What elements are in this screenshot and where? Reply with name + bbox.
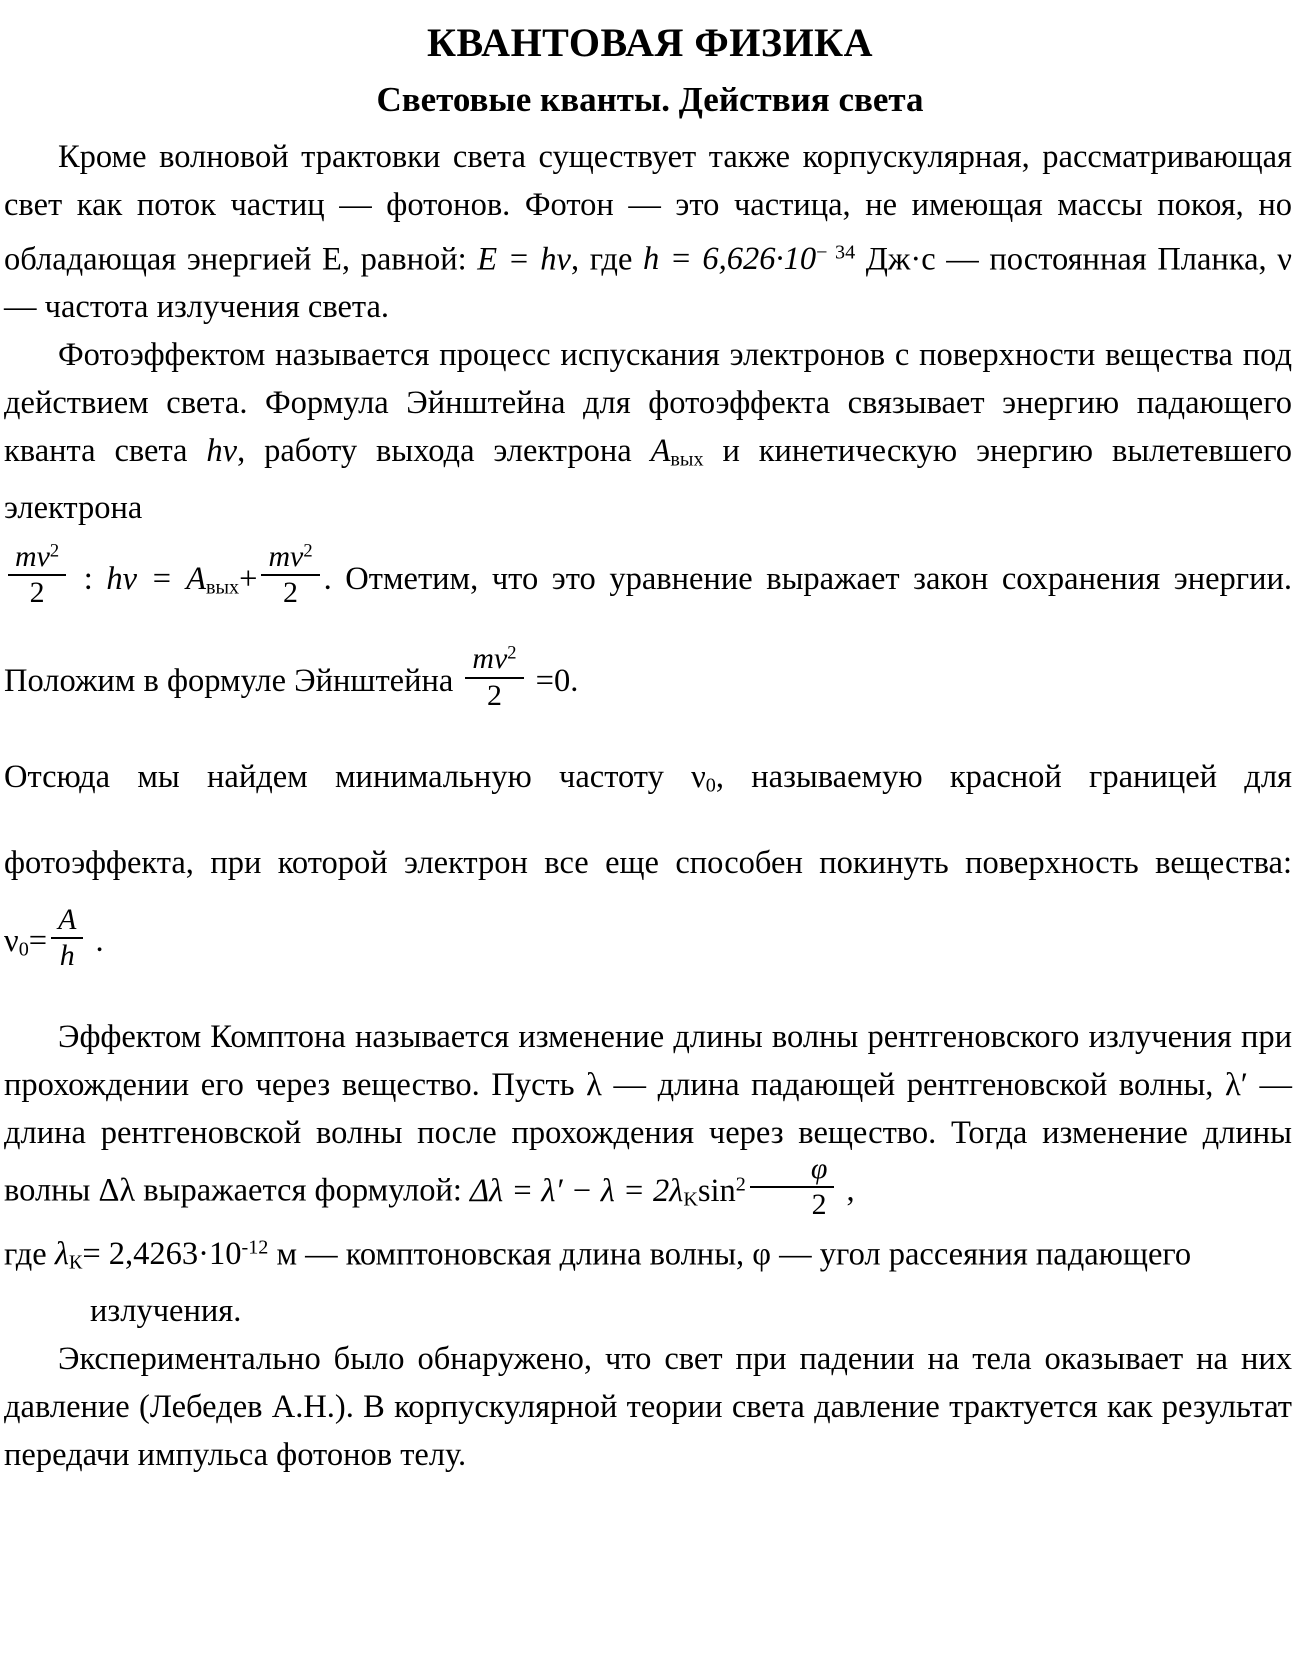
paragraph-photon-text-a: Кроме волновой трактовки света существует также корпускулярная, рассматривающая свет как поток частиц — фотонов. Фотон — это частица, не имеющая массы покоя, но обладающая энергией E, равной: xyxy=(4,138,1292,278)
paragraph-compton xyxy=(4,1013,1292,1224)
fraction-kinetic-energy-2 xyxy=(261,539,319,610)
paragraph-einstein-text-f: =0. xyxy=(527,663,579,700)
formula-planck-constant: $h = 6,626\cdot 10^{- 34}$ xyxy=(642,241,856,278)
fraction-a-over-h xyxy=(51,902,83,973)
spacer xyxy=(4,989,1292,1013)
paragraph-photoeffect xyxy=(4,331,1292,531)
fraction-numerator: $mv^2$ xyxy=(15,539,60,573)
formula-red-border: $\nu_0=$ $\frac{A}{h}$ xyxy=(4,923,87,959)
paragraph-photon-text-b: , где xyxy=(570,241,643,278)
page-title: КВАНТОВАЯ ФИЗИКА xyxy=(427,20,873,65)
page-subtitle: Световые кванты. Действия света xyxy=(376,80,924,119)
fraction-denominator: 2 xyxy=(487,678,502,712)
nu-zero-subscript: 0 xyxy=(705,774,716,797)
paragraph-einstein-text-d: : xyxy=(70,560,107,597)
paragraph-red-border xyxy=(4,738,1292,989)
paragraph-compton-wavelength-text-a: где xyxy=(4,1236,55,1273)
paragraph-photoeffect-text-a: Фотоэффектом называется процесс испускания электронов с поверхности вещества под действием света. Формула Эйнштейна для фотоэффекта связывает энергию падающего кванта света xyxy=(4,337,1292,470)
fraction-numerator: $mv^2$ xyxy=(268,539,313,573)
paragraph-red-border-text-a: Отсюда мы найдем минимальную частоту ν xyxy=(4,759,706,796)
fraction-numerator: A xyxy=(58,902,77,936)
fraction-denominator: 2 xyxy=(29,576,45,610)
fraction-kinetic-energy-1 xyxy=(8,539,66,610)
paragraph-photon-text-c: Дж·с — постоянная Планка, ν — частота излучения света. xyxy=(4,241,1292,326)
paragraph-einstein-equation xyxy=(4,532,1292,728)
paragraph-photoeffect-text-b: , работу выхода электрона xyxy=(237,433,651,470)
symbol-hnu: hν xyxy=(206,433,238,470)
paragraph-red-border-text-b: , называемую красной границей для фотоэффекта, при которой электрон все еще способен покинуть поверхность вещества: xyxy=(4,759,1293,882)
symbol-work-function: $A_{вых}$ xyxy=(650,433,704,471)
paragraph-light-pressure: Экспериментально было обнаружено, что свет при падении на тела оказывает на них давление (Лебедев А.Н.). В корпускулярной теории света давление трактуется как результат передачи импульса фотонов телу. xyxy=(4,1340,1292,1473)
fraction-numerator: $mv^2$ xyxy=(472,642,517,676)
document-body xyxy=(0,133,1300,1479)
paragraph-compton-wavelength xyxy=(4,1224,1292,1335)
paragraph-einstein-text-e: . Отметим, что это уравнение выражает закон сохранения энергии. Положим в формуле Эйнштейна xyxy=(4,560,1293,700)
fraction-denominator: h xyxy=(59,939,75,973)
spacer xyxy=(4,728,1292,738)
formula-einstein-left: $h\nu = A_{вых}$ xyxy=(106,560,240,599)
fraction-denominator: 2 xyxy=(283,576,298,610)
paragraph-red-border-text-c: . xyxy=(87,923,104,960)
formula-compton: $\Delta\lambda = \lambda' - \lambda = 2\lambda_K\sin^2$ $\frac{\varphi}{2}$ xyxy=(470,1173,838,1209)
fraction-numerator: φ xyxy=(810,1151,828,1185)
formula-lambda-k: $\lambda_К= 2,4263\cdot 10^{-12}$ xyxy=(54,1236,269,1274)
fraction-denominator: 2 xyxy=(811,1188,827,1222)
paragraph-compton-wavelength-text-b: м — комптоновская длина волны, φ — угол рассеяния падающего излучения. xyxy=(90,1236,1192,1329)
paragraph-compton-text-b: , xyxy=(838,1172,855,1209)
planck-exponent: − 34 xyxy=(816,241,856,264)
paragraph-compton-text-a: Эффектом Комптона называется изменение длины волны рентгеновского излучения при прохождении его через вещество. Пусть λ — длина падающей рентгеновской волны, λ′ — длина рентгеновской волны после прохождения через вещество. Тогда изменение длины волны Δλ выражается формулой: xyxy=(4,1018,1292,1209)
fraction-phi-over-2 xyxy=(750,1151,835,1222)
formula-photon-energy: E = hν xyxy=(477,241,571,278)
paragraph-photoeffect-text-c: и кинетическую энергию вылетевшего электрона xyxy=(4,433,1292,526)
paragraph-photon xyxy=(4,133,1292,331)
formula-einstein-plus: + xyxy=(239,560,258,597)
document-page xyxy=(0,22,1300,1670)
fraction-kinetic-energy-3 xyxy=(465,644,523,711)
